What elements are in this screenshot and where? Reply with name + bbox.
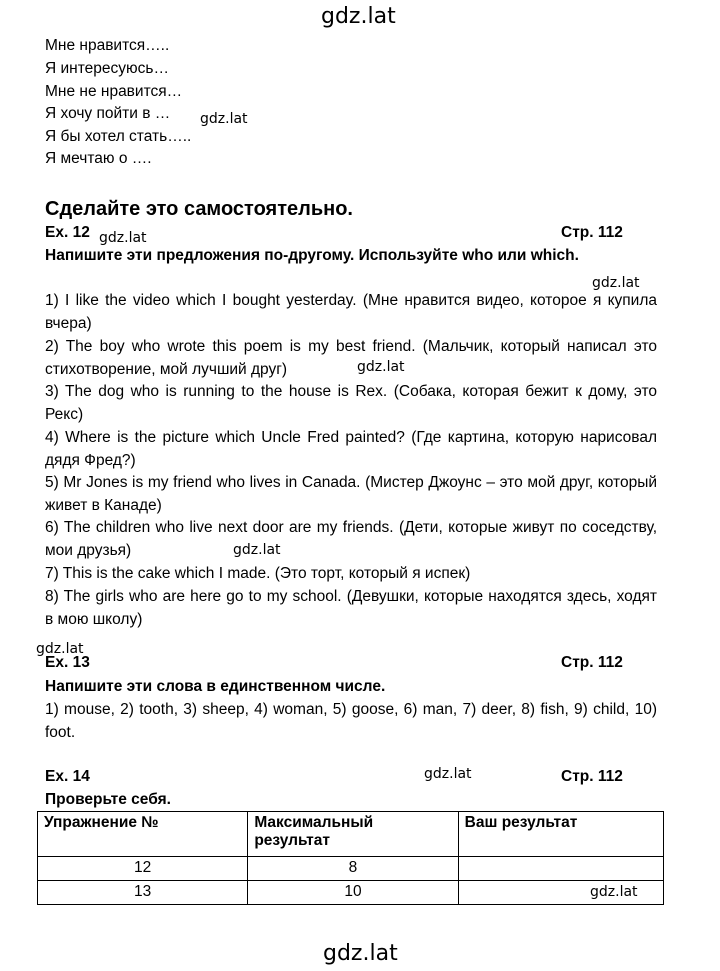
ex13-label: Ex. 13 [45, 654, 90, 671]
phrase-1: Мне нравится….. [45, 37, 170, 54]
ex14-page: Стр. 112 [561, 768, 623, 785]
ex12-answer-7: 7) This is the cake which I made. (Это торт, который я испек) [45, 565, 471, 582]
watermark-top: gdz.lat [321, 4, 396, 29]
watermark-inline: gdz.lat [99, 230, 147, 246]
ex13-answer: 1) mouse, 2) tooth, 3) sheep, 4) woman, 5) goose, 6) man, 7) deer, 8) fish, 9) child, 10) foot. [45, 701, 657, 741]
phrase-2: Я интересуюсь… [45, 60, 169, 77]
ex12-answer-3: 3) The dog who is running to the house is Rex. (Собака, которая бежит к дому, это Рекс) [45, 383, 657, 423]
watermark-inline: gdz.lat [200, 111, 248, 127]
results-table [37, 811, 664, 905]
phrase-5: Я бы хотел стать….. [45, 128, 192, 145]
table-cell: 10 [248, 881, 458, 905]
watermark-inline: gdz.lat [592, 275, 640, 291]
ex12-answer-4: 4) Where is the picture which Uncle Fred painted? (Где картина, которую нарисовал дядя Фред?) [45, 429, 657, 469]
ex12-answer-8: 8) The girls who are here go to my school. (Девушки, которые находятся здесь, ходят в мою школу) [45, 588, 657, 628]
ex12-answer-1: 1) I like the video which I bought yesterday. (Мне нравится видео, которое я купила вчера) [45, 292, 657, 332]
ex13-instruction: Напишите эти слова в единственном числе. [45, 678, 386, 695]
phrase-3: Мне не нравится… [45, 83, 183, 100]
watermark-inline: gdz.lat [424, 766, 472, 782]
table-row [38, 857, 664, 881]
watermark-inline: gdz.lat [590, 884, 638, 900]
section-title: Сделайте это самостоятельно. [45, 198, 353, 220]
table-cell: 13 [38, 881, 248, 905]
ex12-instruction: Напишите эти предложения по-другому. Используйте who или which. [45, 247, 579, 264]
table-header-row [38, 812, 664, 857]
table-cell: 12 [38, 857, 248, 881]
ex12-page: Стр. 112 [561, 224, 623, 241]
watermark-inline: gdz.lat [233, 542, 281, 558]
table-cell [458, 857, 663, 881]
ex14-label: Ex. 14 [45, 768, 90, 785]
table-header: Максимальный результат [248, 812, 458, 857]
phrase-6: Я мечтаю о …. [45, 150, 152, 167]
watermark-inline: gdz.lat [357, 359, 405, 375]
table-header: Ваш результат [458, 812, 663, 857]
ex12-answer-6: 6) The children who live next door are my friends. (Дети, которые живут по соседству, мои друзья) [45, 519, 657, 559]
phrase-4: Я хочу пойти в … [45, 105, 171, 122]
ex14-instruction: Проверьте себя. [45, 791, 171, 808]
ex12-answer-5: 5) Mr Jones is my friend who lives in Canada. (Мистер Джоунс – это мой друг, который живет в Канаде) [45, 474, 657, 514]
table-row [38, 881, 664, 905]
ex12-answer-2: 2) The boy who wrote this poem is my best friend. (Мальчик, который написал это стихотворение, мой лучший друг) [45, 338, 657, 378]
table-cell: 8 [248, 857, 458, 881]
ex13-page: Стр. 112 [561, 654, 623, 671]
watermark-inline: gdz.lat [36, 641, 84, 657]
ex12-label: Ex. 12 [45, 224, 90, 241]
table-header: Упражнение № [38, 812, 248, 857]
watermark-bottom: gdz.lat [323, 941, 398, 966]
